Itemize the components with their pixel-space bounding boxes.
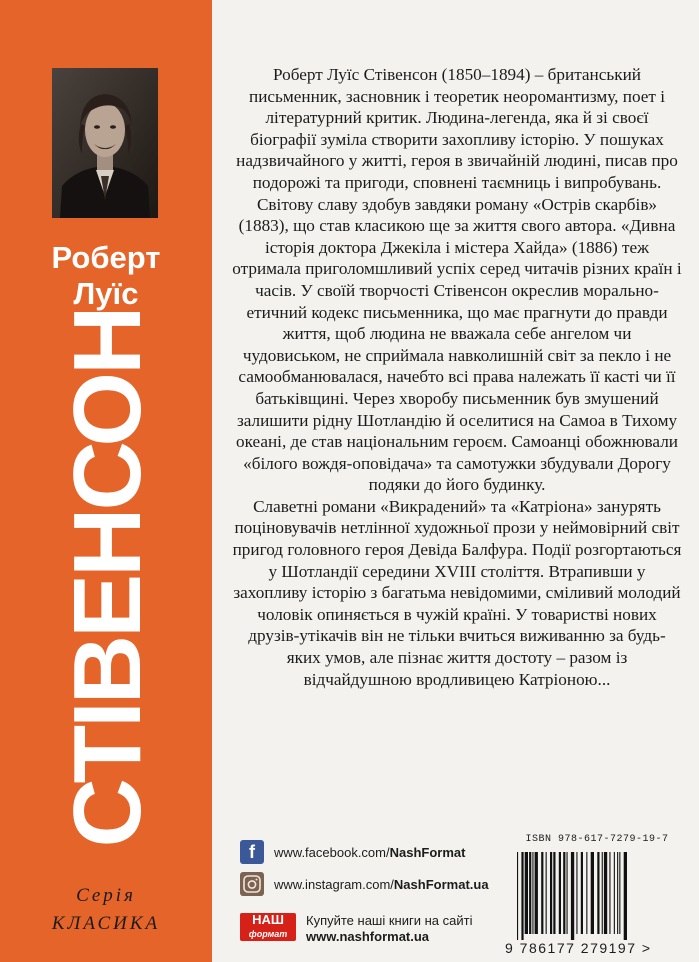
author-first-name: Роберт [51, 240, 161, 275]
barcode-number: 9 786177 279197 > [505, 940, 652, 956]
barcode-bar [546, 852, 547, 934]
barcode-bar [563, 852, 565, 934]
book-description [232, 64, 682, 690]
barcode-bar [559, 852, 561, 934]
barcode-bar [535, 852, 538, 934]
barcode [513, 852, 683, 940]
barcode-bar [517, 852, 518, 940]
barcode-bar [529, 852, 531, 934]
description-paragraph-2: Славетні романи «Викрадений» та «Катріона» занурять поціновувачів нетлінної художньої прози у неймовірний світ пригод головного героя Девіда Балфура. Події розгортаються у Шотландії середини XVIII століття. Втрапивши у захопливу історію з багатьма невідомими, сміливий молодий чоловік опиняється в чужій країні. У товаристві нових друзів-утікачів він не тільки вчиться виживанню за будь-яких умов, але пізнає життя достоту – разом із відчайдушною вродливицею Катріоною... [232, 496, 682, 689]
author-given-names [0, 240, 212, 312]
barcode-bar [553, 852, 555, 934]
cover-side-panel [0, 0, 212, 962]
barcode-bar [617, 852, 618, 934]
publisher-logo [240, 913, 296, 941]
barcode-bar [602, 852, 603, 934]
instagram-icon [240, 872, 264, 896]
barcode-bar [604, 852, 607, 934]
facebook-link[interactable] [240, 840, 465, 864]
barcode-bar [567, 852, 568, 934]
series-name: КЛАСИКА [51, 913, 161, 934]
barcode-bar [619, 852, 620, 934]
barcode-bar [624, 852, 627, 940]
barcode-bar [532, 852, 533, 934]
barcode-bar [525, 852, 528, 934]
barcode-bar [541, 852, 543, 934]
publisher-site-link[interactable]: www.nashformat.ua [306, 929, 430, 944]
portrait-photo [52, 68, 158, 218]
description-paragraph-1: Роберт Луїс Стівенсон (1850–1894) – британський письменник, засновник і теоретик неоромантизму, поет і літературний критик. Людина-легенда, яка й зі своєї біографії зуміла створити захопливу історію. У пошуках надзвичайного у житті, героя в звичайній людині, писав про подорожі та пригоди, сповнені таємниць і випробувань. Світову славу здобув завдяки роману «Острів скарбів» (1883), що став класикою ще за життя свого автора. «Дивна історія доктора Джекіла і містера Хайда» (1886) теж отримала приголомшливий успіх серед читачів різних країн і часів. У своїй творчості Стівенсон окреслив морально-етичний кодекс письменника, що має прагнути до правди життя, щоб людина не вважала себе ангелом чи чудовиськом, не сприймала навколишній світ за пекло і не самообманювалася, начебто всі права належать її касті чи її батьківщині. Через хворобу письменник був змушений залишити рідну Шотландію й оселитися на Самоа в Тихому океані, де став національним героєм. Самоанці обожнювали «білого вождя-оповідача» та самотужки збудували Дорогу подяки до його будинку. [232, 65, 682, 495]
barcode-bar [597, 852, 599, 934]
author-surname: СТІВЕНСОН [54, 308, 161, 847]
barcode-bar [609, 852, 610, 934]
barcode-bar [586, 852, 587, 934]
instagram-link[interactable] [240, 872, 489, 896]
barcode-bar [581, 852, 583, 934]
author-portrait [52, 68, 158, 218]
buy-info [306, 913, 472, 945]
buy-text: Купуйте наші книги на сайті [306, 913, 473, 928]
publisher-logo-top: НАШ [252, 912, 284, 927]
instagram-url[interactable]: www.instagram.com/NashFormat.ua [274, 876, 489, 892]
barcode-bar [591, 852, 594, 934]
isbn-label: ISBN 978-617-7279-19-7 [525, 834, 669, 845]
publisher-logo-bottom: формат [248, 929, 288, 939]
barcode-bar [614, 852, 615, 934]
barcode-bar [521, 852, 523, 940]
facebook-icon: f [240, 840, 264, 864]
barcode-bar [571, 852, 574, 940]
series-label: Серія [76, 885, 136, 906]
facebook-url[interactable]: www.facebook.com/NashFormat [274, 844, 466, 860]
author-surname-block [54, 308, 161, 847]
author-middle-name: Луїс [73, 276, 139, 311]
barcode-block [505, 834, 689, 956]
barcode-bar [550, 852, 552, 934]
barcode-bar [576, 852, 577, 934]
